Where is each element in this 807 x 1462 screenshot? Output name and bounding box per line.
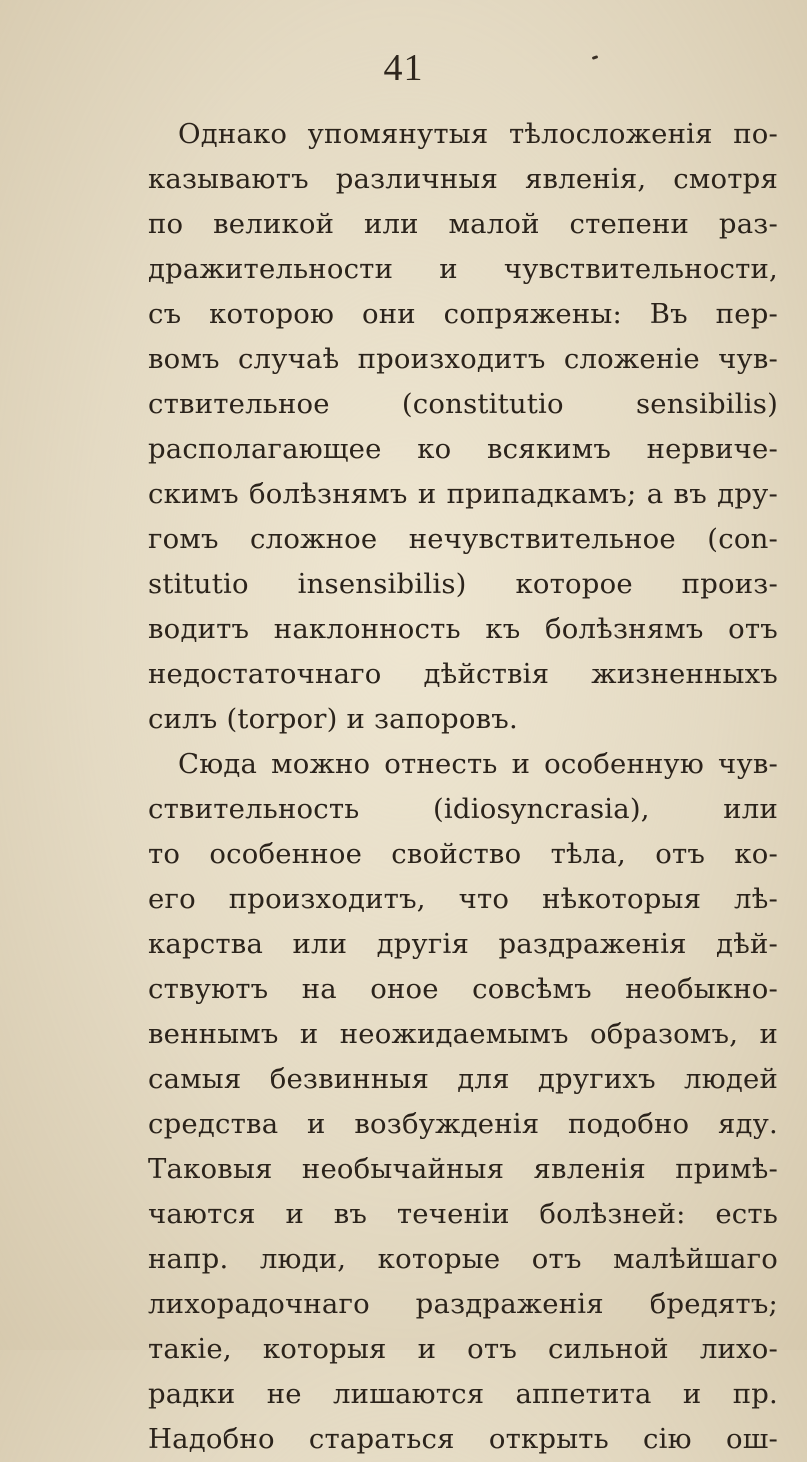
text-line: Таковыя необычайныя явленія примѣ- — [148, 1153, 778, 1185]
text-line: дражительности и чувствительности, — [148, 253, 778, 285]
text-line: недостаточнаго дѣйствія жизненныхъ — [148, 658, 778, 690]
text-line: Надобно стараться открыть сію ош- — [148, 1423, 778, 1455]
text-line: то особенное свойство тѣла, отъ ко- — [148, 838, 778, 870]
text-line: Сюда можно отнесть и особенную чув- — [178, 748, 778, 780]
text-line: силъ (torpor) и запоровъ. — [148, 703, 518, 735]
page-text — [148, 112, 778, 1462]
page-number: 41 — [383, 47, 424, 89]
text-line: гомъ сложное нечувствительное (con- — [148, 523, 778, 555]
text-line: ствительность (idiosyncrasia), или — [148, 793, 778, 825]
text-line: Однако упомянутыя тѣлосложенія по- — [178, 118, 778, 150]
text-line: напр. люди, которые отъ малѣйшаго — [148, 1243, 778, 1275]
text-line: ствительное (constitutio sensibilis) — [148, 388, 778, 420]
text-line: его произходитъ, что нѣкоторыя лѣ- — [148, 883, 778, 915]
text-line: stitutio insensibilis) которое произ- — [148, 568, 778, 600]
text-line: ствуютъ на оное совсѣмъ необыкно- — [148, 973, 778, 1005]
text-line: средства и возбужденія подобно яду. — [148, 1108, 778, 1140]
text-line: самыя безвинныя для другихъ людей — [148, 1063, 778, 1095]
text-line: водитъ наклонность къ болѣзнямъ отъ — [148, 613, 778, 645]
text-line: такіе, которыя и отъ сильной лихо- — [148, 1333, 778, 1365]
text-line: веннымъ и неожидаемымъ образомъ, и — [148, 1018, 778, 1050]
text-line: скимъ болѣзнямъ и припадкамъ; а въ дру- — [148, 478, 778, 510]
text-line: съ которою они сопряжены: Въ пер- — [148, 298, 778, 330]
text-line: располагающее ко всякимъ нервиче- — [148, 433, 778, 465]
text-line: радки не лишаются аппетита и пр. — [148, 1378, 778, 1410]
text-line: вомъ случаѣ произходитъ сложеніе чув- — [148, 343, 778, 375]
paragraph-2 — [148, 742, 778, 1462]
text-line: чаются и въ теченіи болѣзней: есть — [148, 1198, 778, 1230]
text-line: карства или другія раздраженія дѣй- — [148, 928, 778, 960]
text-line: по великой или малой степени раз- — [148, 208, 778, 240]
paragraph-1 — [148, 112, 778, 742]
text-line: казываютъ различныя явленія, смотря — [148, 163, 778, 195]
text-line: лихорадочнаго раздраженія бредятъ; — [148, 1288, 778, 1320]
